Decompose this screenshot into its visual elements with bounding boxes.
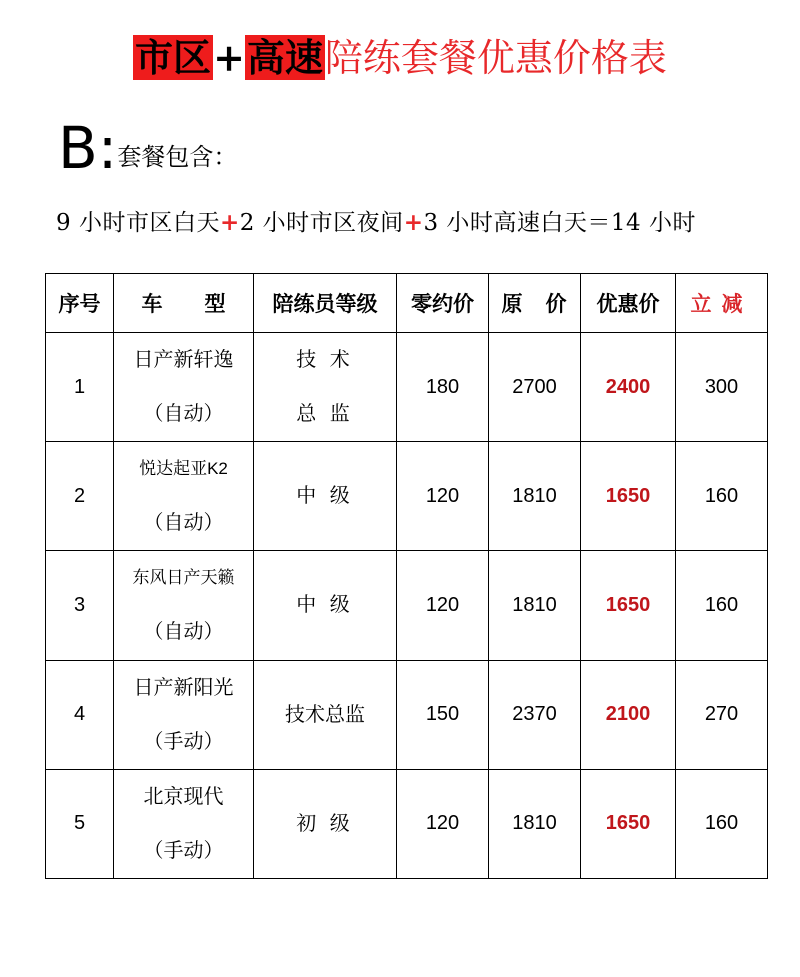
cell-model [114, 333, 254, 442]
table-row [46, 551, 768, 660]
desc-plus-1: + [219, 209, 240, 236]
model-transmission: （手动） [143, 839, 224, 862]
title-highlight-city: 市区 [135, 35, 212, 80]
cell-level: 中 级 [254, 551, 397, 660]
cell-level [254, 333, 397, 442]
cell-saving: 160 [676, 551, 768, 660]
model-name: 日产新轩逸 [133, 349, 234, 372]
cell-discount: 2400 [581, 333, 676, 442]
title-highlight-highway: 高速 [246, 35, 323, 80]
table-row [46, 660, 768, 769]
header-no: 序号 [46, 274, 114, 333]
cell-saving: 160 [676, 442, 768, 551]
cell-retail: 120 [397, 442, 489, 551]
title-plus: + [213, 35, 245, 80]
model-name: 悦达起亚K2 [139, 459, 228, 479]
package-description [56, 204, 696, 237]
section-heading [58, 114, 238, 182]
cell-discount: 2100 [581, 660, 676, 769]
model-transmission: （自动） [143, 512, 224, 535]
section-label: 套餐包含： [117, 143, 238, 171]
desc-city-night: 2 小时市区夜间 [239, 210, 404, 236]
desc-highway-day: 3 小时高速白天＝14 小时 [423, 210, 696, 236]
cell-level: 技术总监 [254, 660, 397, 769]
cell-original: 1810 [489, 769, 581, 878]
cell-retail: 150 [397, 660, 489, 769]
cell-no: 4 [46, 660, 114, 769]
header-level: 陪练员等级 [254, 274, 397, 333]
cell-retail: 120 [397, 769, 489, 878]
cell-model [114, 551, 254, 660]
header-discount: 优惠价 [581, 274, 676, 333]
section-letter: B: [58, 114, 118, 182]
cell-original: 1810 [489, 551, 581, 660]
cell-model [114, 769, 254, 878]
cell-no: 3 [46, 551, 114, 660]
cell-discount: 1650 [581, 769, 676, 878]
header-model: 车 型 [114, 274, 254, 333]
desc-city-day: 9 小时市区白天 [56, 210, 220, 236]
model-transmission: （自动） [143, 621, 224, 644]
cell-model [114, 442, 254, 551]
cell-original: 2700 [489, 333, 581, 442]
cell-no: 1 [46, 333, 114, 442]
cell-discount: 1650 [581, 442, 676, 551]
model-name: 日产新阳光 [133, 676, 234, 699]
cell-saving: 160 [676, 769, 768, 878]
cell-no: 2 [46, 442, 114, 551]
header-original: 原 价 [489, 274, 581, 333]
page-title [0, 32, 800, 84]
header-retail: 零约价 [397, 274, 489, 333]
model-transmission: （手动） [143, 730, 224, 753]
model-transmission: （自动） [143, 403, 224, 426]
cell-level: 初 级 [254, 769, 397, 878]
cell-saving: 270 [676, 660, 768, 769]
model-name: 东风日产天籁 [132, 568, 235, 588]
desc-plus-2: + [403, 209, 424, 236]
table-row [46, 442, 768, 551]
cell-retail: 120 [397, 551, 489, 660]
table-row [46, 769, 768, 878]
cell-discount: 1650 [581, 551, 676, 660]
level-line-1: 技 术 [296, 349, 354, 372]
header-saving: 立减 [676, 274, 768, 333]
level-line-2: 总 监 [296, 403, 354, 426]
cell-saving: 300 [676, 333, 768, 442]
price-table [45, 273, 768, 879]
cell-model [114, 660, 254, 769]
table-header-row [46, 274, 768, 333]
cell-original: 2370 [489, 660, 581, 769]
model-name: 北京现代 [143, 785, 224, 808]
table-row [46, 333, 768, 442]
cell-retail: 180 [397, 333, 489, 442]
cell-original: 1810 [489, 442, 581, 551]
cell-level: 中 级 [254, 442, 397, 551]
cell-no: 5 [46, 769, 114, 878]
title-rest: 陪练套餐优惠价格表 [324, 36, 667, 80]
